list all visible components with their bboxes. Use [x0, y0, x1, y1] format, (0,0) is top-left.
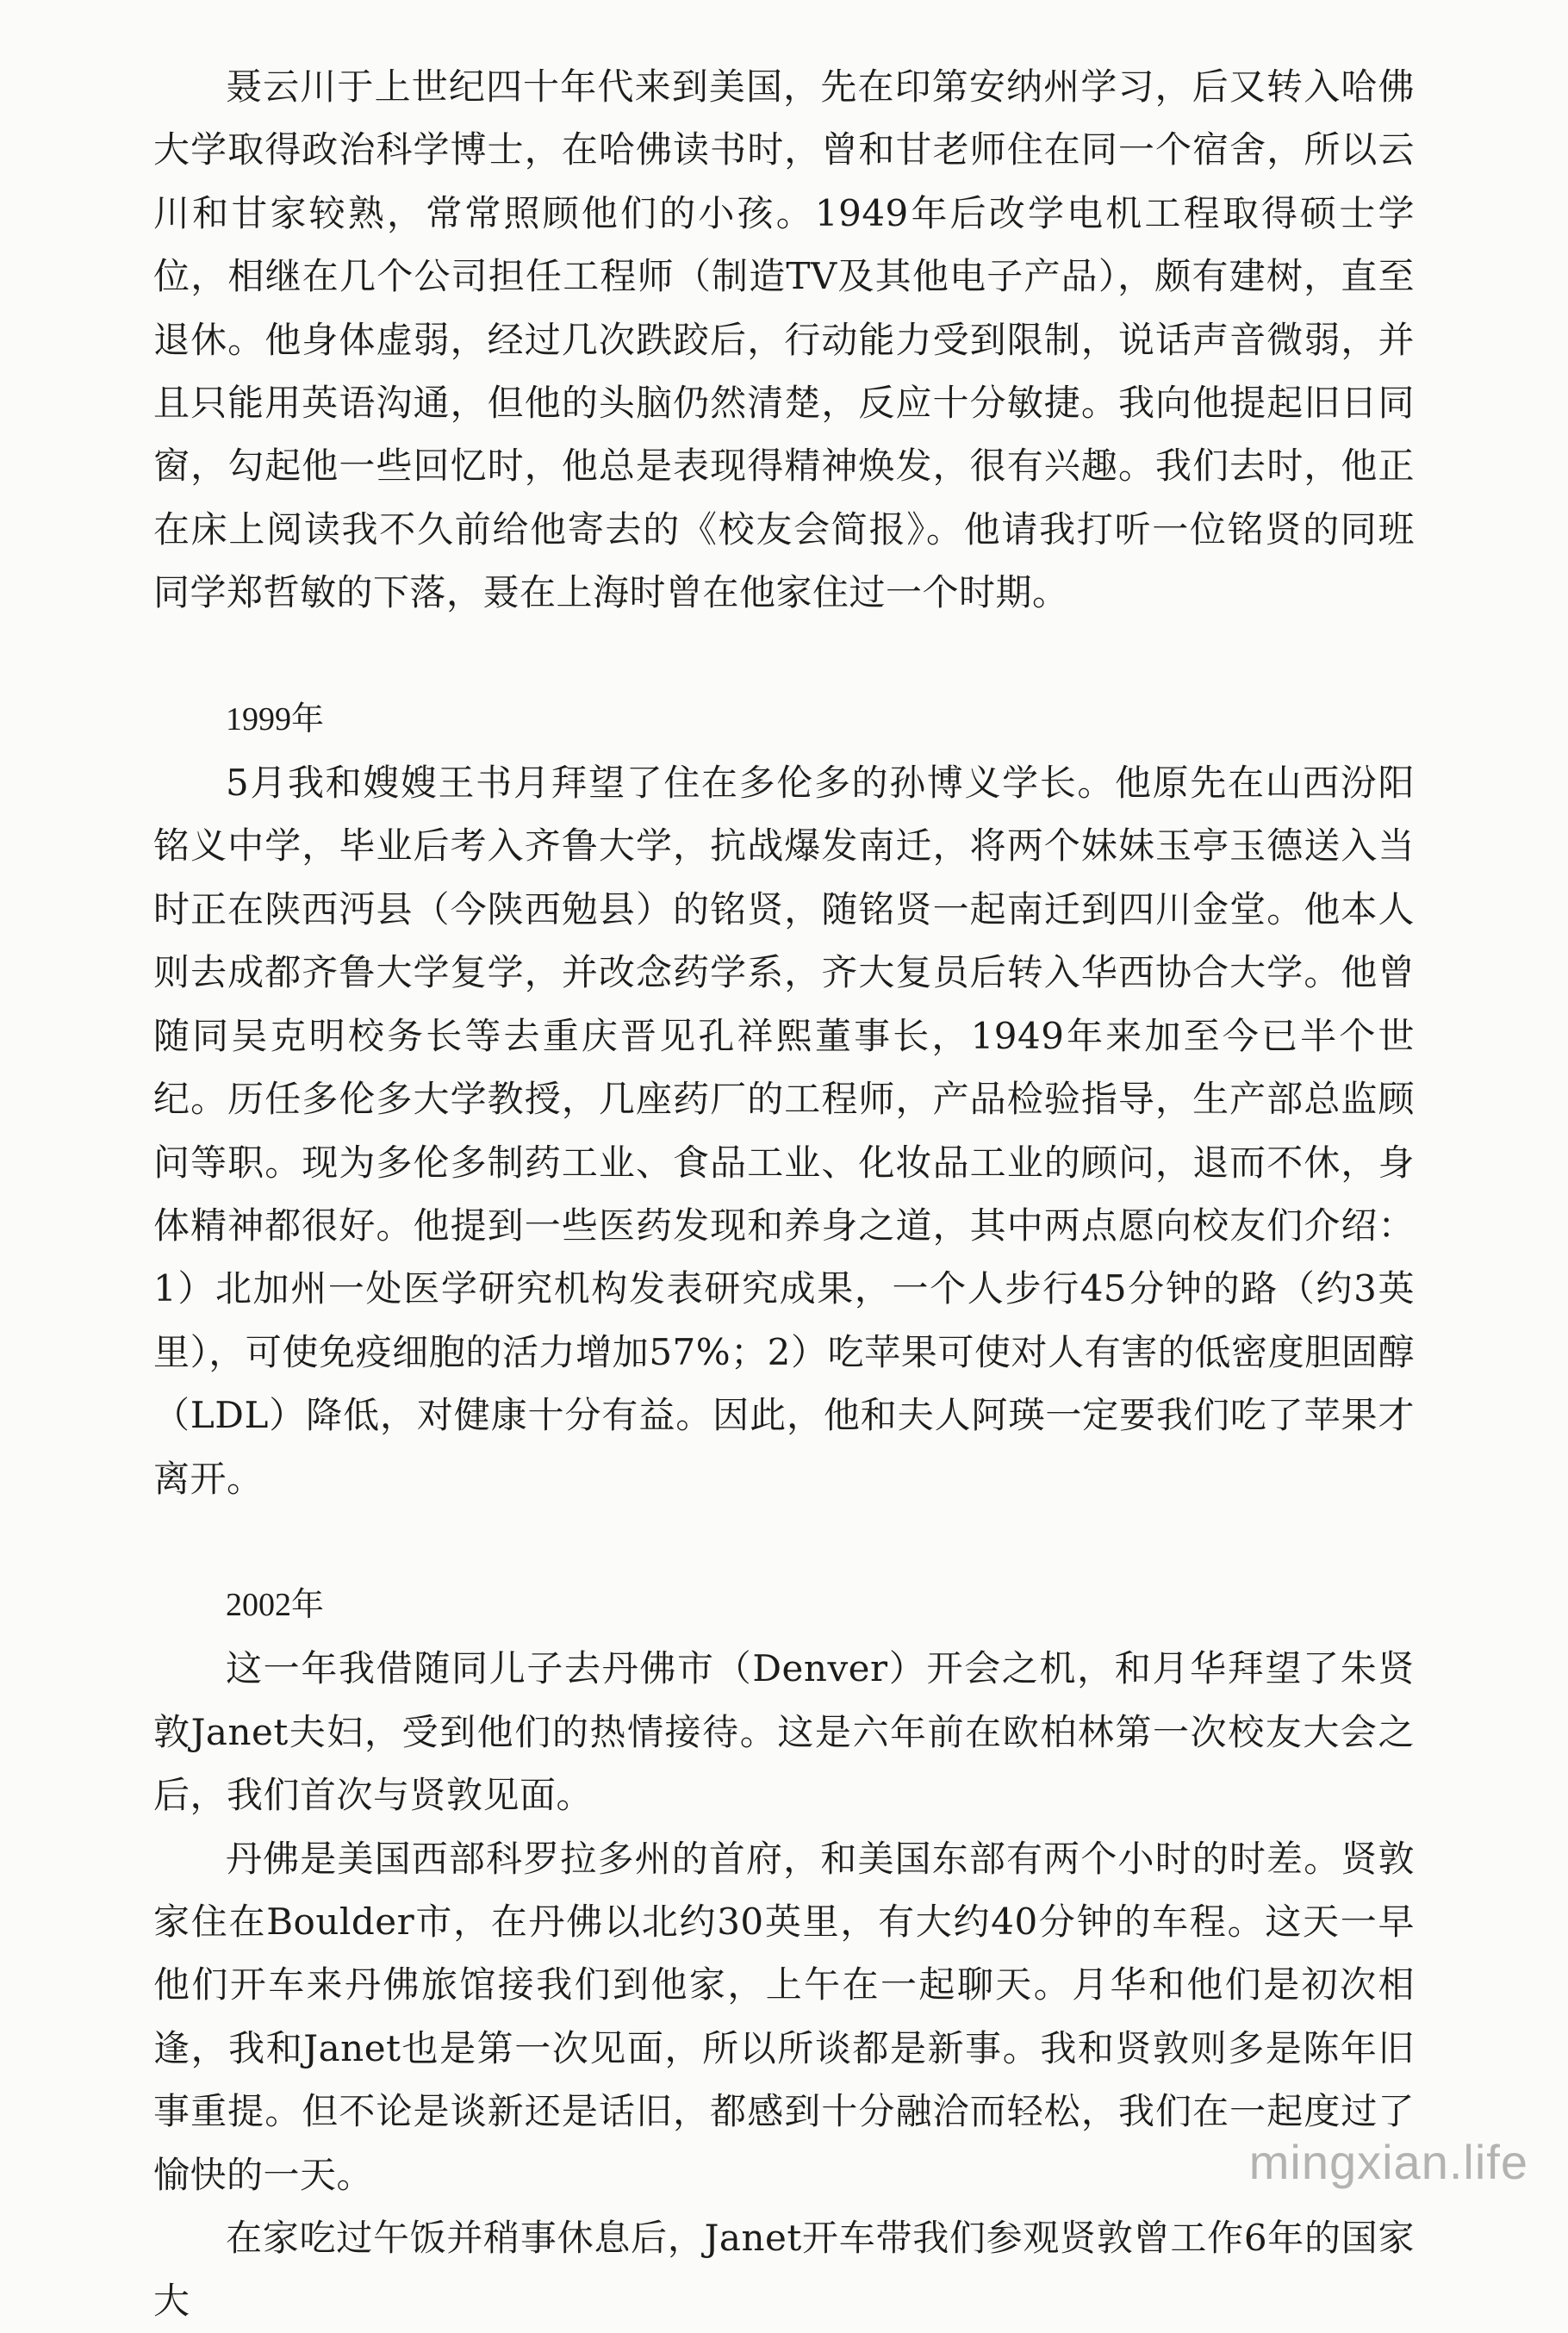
watermark-text: mingxian.life [1248, 2135, 1528, 2189]
section-heading-2002: 2002年 [226, 1586, 325, 1623]
section-gap [153, 1510, 1415, 1574]
paragraph-denver-visit: 这一年我借随同儿子去丹佛市（Denver）开会之机，和月华拜望了朱贤敦Janet夫妇，受到他们的热情接待。这是六年前在欧柏林第一次校友大会之后，我们首次与贤敦见面。 [153, 1647, 1415, 1817]
paragraph-boulder: 丹佛是美国西部科罗拉多州的首府，和美国东部有两个小时的时差。贤敦家住在Boulder市，在丹佛以北约30英里，有大约40分钟的车程。这天一早他们开车来丹佛旅馆接我们到他家，上午在一起聊天。月华和他们是初次相逢，我和Janet也是第一次见面，所以所谈都是新事。我和贤敦则多是陈年旧事重提。但不论是谈新还是话旧，都感到十分融洽而轻松，我们在一起度过了愉快的一天。 [153, 1837, 1415, 2196]
paragraph-sun-boyi: 5月我和嫂嫂王书月拜望了住在多伦多的孙博义学长。他原先在山西汾阳铭义中学，毕业后考入齐鲁大学，抗战爆发南迁，将两个妹妹玉亭玉德送入当时正在陕西沔县（今陕西勉县）的铭贤，随铭贤一起南迁到四川金堂。他本人则去成都齐鲁大学复学，并改念药学系，齐大复员后转入华西协合大学。他曾随同吴克明校务长等去重庆晋见孔祥熙董事长，1949年来加至今已半个世纪。历任多伦多大学教授，几座药厂的工程师，产品检验指导，生产部总监顾问等职。现为多伦多制药工业、食品工业、化妆品工业的顾问，退而不休，身体精神都很好。他提到一些医药发现和养身之道，其中两点愿向校友们介绍： 1）北加州一处医学研究机构发表研究成果，一个人步行45分钟的路（约3英里），可使免疫细胞的活力增加57%；2）吃苹果可使对人有害的低密度胆固醇（LDL）降低，对健康十分有益。因此，他和夫人阿瑛一定要我们吃了苹果才离开。 [153, 762, 1415, 1500]
document-page [153, 55, 1415, 2333]
paragraph-nie-yunchuan: 聂云川于上世纪四十年代来到美国，先在印第安纳州学习，后又转入哈佛大学取得政治科学博士，在哈佛读书时，曾和甘老师住在同一个宿舍，所以云川和甘家较熟，常常照顾他们的小孩。1949年后改学电机工程取得硕士学位，相继在几个公司担任工程师（制造TV及其他电子产品），颇有建树，直至退休。他身体虚弱，经过几次跌跤后，行动能力受到限制，说话声音微弱，并且只能用英语沟通，但他的头脑仍然清楚，反应十分敏捷。我向他提起旧日同窗，勾起他一些回忆时，他总是表现得精神焕发，很有兴趣。我们去时，他正在床上阅读我不久前给他寄去的《校友会简报》。他请我打听一位铭贤的同班同学郑哲敏的下落，聂在上海时曾在他家住过一个时期。 [153, 65, 1415, 614]
section-heading-1999: 1999年 [226, 700, 325, 737]
section-gap [153, 625, 1415, 688]
paragraph-afternoon: 在家吃过午饭并稍事休息后，Janet开车带我们参观贤敦曾工作6年的国家大 [153, 2217, 1415, 2323]
